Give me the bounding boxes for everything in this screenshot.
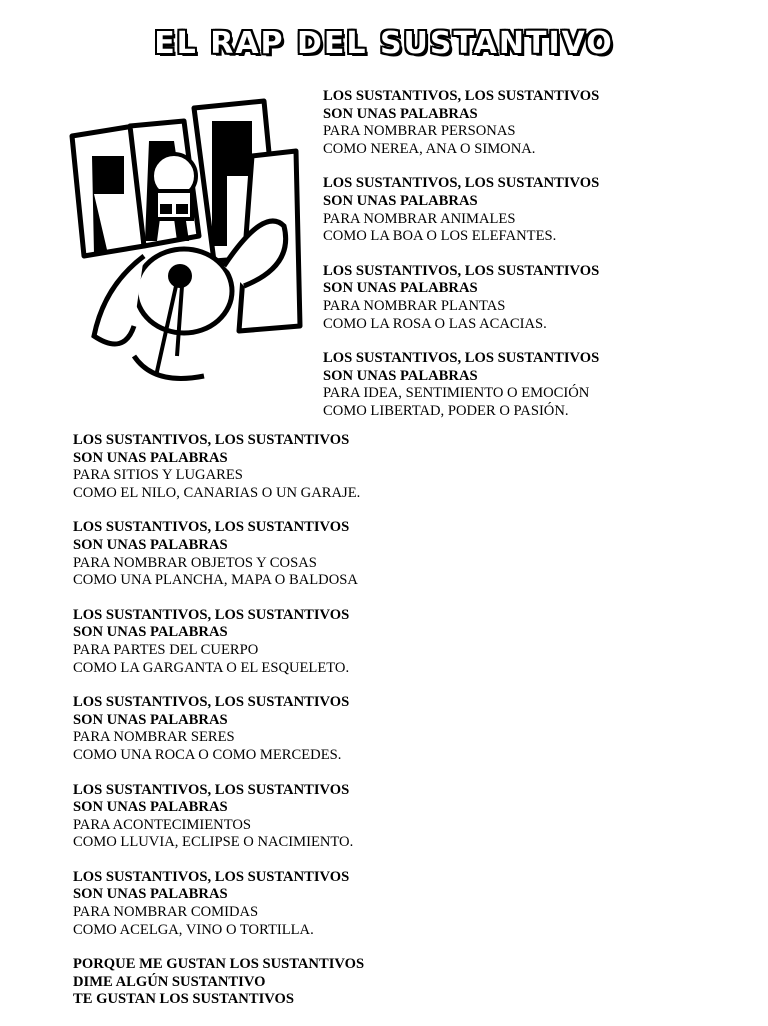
verse <box>73 782 713 852</box>
verse-line: LOS SUSTANTIVOS, LOS SUSTANTIVOS <box>323 350 600 367</box>
verse-line: DIME ALGÚN SUSTANTIVO <box>73 973 266 990</box>
verse-line: COMO EL NILO, CANARIAS O UN GARAJE. <box>73 484 361 501</box>
verse-line: PARA NOMBRAR PERSONAS <box>323 123 516 140</box>
verse-line: SON UNAS PALABRAS <box>323 192 478 209</box>
verse-line: PARA PARTES DEL CUERPO <box>73 641 259 658</box>
verse-line: COMO LA BOA O LOS ELEFANTES. <box>323 228 557 245</box>
verse-line: PARA NOMBRAR OBJETOS Y COSAS <box>73 554 317 571</box>
verse-line: SON UNAS PALABRAS <box>73 711 228 728</box>
verse-line: PORQUE ME GUSTAN LOS SUSTANTIVOS <box>73 956 365 973</box>
verse <box>323 88 743 158</box>
verse-line: SON UNAS PALABRAS <box>73 449 228 466</box>
verse-line: LOS SUSTANTIVOS, LOS SUSTANTIVOS <box>323 175 600 192</box>
verse-line: LOS SUSTANTIVOS, LOS SUSTANTIVOS <box>73 432 350 448</box>
page-title: EL RAP DEL SUSTANTIVO <box>154 26 614 61</box>
verse-line: PARA IDEA, SENTIMIENTO O EMOCIÓN <box>323 385 590 402</box>
verse-line: COMO UNA ROCA O COMO MERCEDES. <box>73 746 342 763</box>
verses-main-column <box>73 432 713 1026</box>
verse-line: COMO ACELGA, VINO O TORTILLA. <box>73 921 314 938</box>
verse <box>323 175 743 245</box>
verse <box>323 350 743 420</box>
verse <box>323 263 743 333</box>
verse-line: COMO LA ROSA O LAS ACACIAS. <box>323 315 547 332</box>
verse-line: SON UNAS PALABRAS <box>323 367 478 384</box>
verse-line: SON UNAS PALABRAS <box>73 536 228 553</box>
verse <box>73 432 713 502</box>
verse-line: COMO LIBERTAD, PODER O PASIÓN. <box>323 402 569 419</box>
verse-line: PARA SITIOS Y LUGARES <box>73 467 243 484</box>
rap-illustration <box>64 96 304 406</box>
verse-line: LOS SUSTANTIVOS, LOS SUSTANTIVOS <box>323 262 600 279</box>
verse-line: COMO LLUVIA, ECLIPSE O NACIMIENTO. <box>73 834 354 851</box>
verse-line: SON UNAS PALABRAS <box>73 799 228 816</box>
verse-line: SON UNAS PALABRAS <box>73 624 228 641</box>
verse-line: SON UNAS PALABRAS <box>73 886 228 903</box>
verse <box>73 607 713 677</box>
verse-line: COMO LA GARGANTA O EL ESQUELETO. <box>73 659 350 676</box>
verse-line: LOS SUSTANTIVOS, LOS SUSTANTIVOS <box>73 868 350 885</box>
verse-line: LOS SUSTANTIVOS, LOS SUSTANTIVOS <box>73 606 350 623</box>
verse-line: COMO NEREA, ANA O SIMONA. <box>323 140 536 157</box>
verse-line: SON UNAS PALABRAS <box>323 280 478 297</box>
verse-line: LOS SUSTANTIVOS, LOS SUSTANTIVOS <box>73 781 350 798</box>
verse-line: PARA NOMBRAR PLANTAS <box>323 297 506 314</box>
verse <box>73 869 713 939</box>
verse-line: SON UNAS PALABRAS <box>323 105 478 122</box>
verse-line: PARA NOMBRAR SERES <box>73 729 235 746</box>
verse-line: PARA NOMBRAR ANIMALES <box>323 210 516 227</box>
verse-line: LOS SUSTANTIVOS, LOS SUSTANTIVOS <box>73 694 350 711</box>
final-verse <box>73 956 713 1009</box>
verse-line: PARA NOMBRAR COMIDAS <box>73 904 259 921</box>
verses-right-column <box>323 88 743 438</box>
verse-line: COMO UNA PLANCHA, MAPA O BALDOSA <box>73 572 358 589</box>
verse-line: PARA ACONTECIMIENTOS <box>73 816 251 833</box>
verse-line: TE GUSTAN LOS SUSTANTIVOS <box>73 991 294 1008</box>
verse-line: LOS SUSTANTIVOS, LOS SUSTANTIVOS <box>73 519 350 536</box>
verse <box>73 519 713 589</box>
verse <box>73 694 713 764</box>
verse-line: LOS SUSTANTIVOS, LOS SUSTANTIVOS <box>323 88 600 104</box>
